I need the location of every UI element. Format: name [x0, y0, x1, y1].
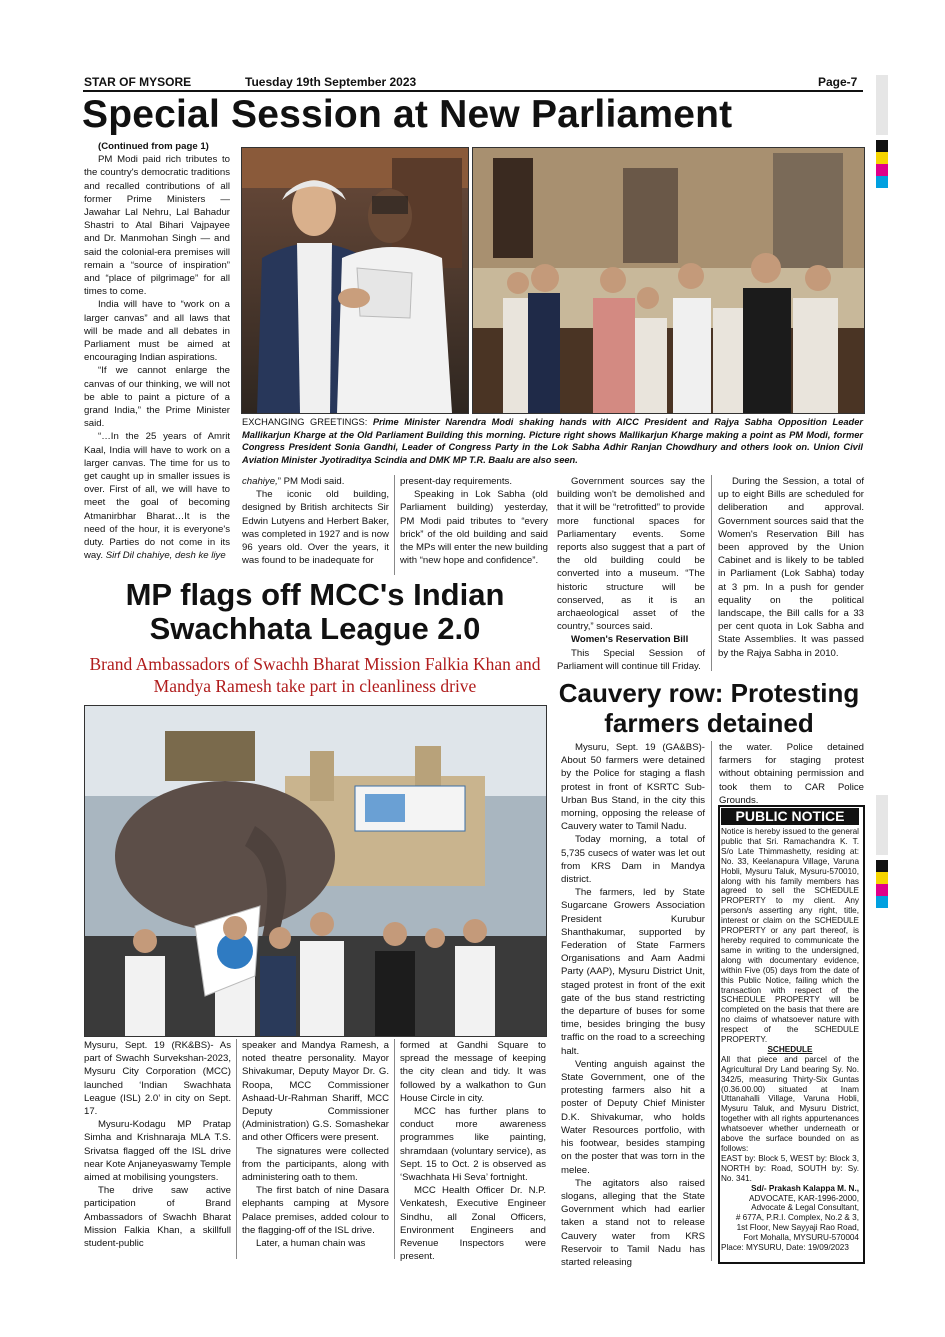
story2-para: Mysuru, Sept. 19 (RK&BS)- As part of Swachh Survekshan-2023, Mysuru City Corporation (MCC) launched ‘Indian Swachhata League (ISL) 2.0’ in city on Sept. 17. — [84, 1040, 231, 1118]
page-number: Page-7 — [818, 75, 858, 89]
caption-lead: EXCHANGING GREETINGS: — [242, 417, 368, 427]
story3-para: Venting anguish against the State Government, one of the protesting farmers also hit a poster of Deputy Chief Minister D.K. Shivakumar, who holds Water Resources portfolio, with his footwear, besides stamping on the poster that was torn in the melee. — [561, 1058, 705, 1176]
story3-para: Mysuru, Sept. 19 (GA&BS)- About 50 farmers were detained by the Police for staging a flash protest in front of KSRTC Sub-Urban Bus Stand, in the city this morning, opposing the release of Cauvery water to Tamil Nadu. — [561, 742, 705, 833]
registration-gray — [876, 75, 888, 135]
photo-elephant — [84, 705, 547, 1037]
story2-para: The signatures were collected from the participants, along with administering oath to them. — [242, 1145, 389, 1184]
story2-col2 — [242, 1039, 389, 1250]
story1-para: During the Session, a total of up to eight Bills are scheduled for deliberation and approval. Government sources said that the Women's Reservation Bill has been approved by the Union Cabinet and is likely to be tabled in Parliament (Lok Sabha) today at 3 pm. In a push for gender equality on the political landscape, the Bill calls for a 33 per cent quota in Lok Sabha and State Assemblies. It was passed by the Rajya Sabha in 2010. — [718, 476, 864, 659]
story1-para: “…In the 25 years of Amrit Kaal, India will have to work on a larger canvas. The time for us to get caught up in smaller issues is over. First of all, we will have to meet the goal of becoming Atmanirbhar Bharat…It is the need of the hour, it is everyone's duty. Parties do not come in its way. Sirf Dil chahiye, desh ke liye — [84, 431, 230, 562]
registration-cyan — [876, 896, 888, 908]
story1-col2: chahiye,” PM Modi said. The iconic old building, designed by British architects Sir Edwin Lutyens and Herbert Baker, was completed in 1927 and is now 96 years old. Over the years, it was found to be inadequate for — [242, 476, 389, 567]
continued-note: (Continued from page 1) — [98, 141, 209, 152]
advocate-line: Fort Mohalla, MYSURU-570004 — [743, 1233, 859, 1243]
italic-word: chahiye, — [242, 476, 278, 487]
story1-col5 — [718, 475, 864, 660]
registration-black — [876, 860, 888, 872]
public-notice-title: PUBLIC NOTICE — [721, 808, 859, 825]
subhead-womens-bill: Women's Reservation Bill — [571, 634, 689, 646]
story2-para: speaker and Mandya Ramesh, a noted theatre personality. Mayor Shivakumar, Deputy Mayor Dr. G. Roopa, MCC Commissioner Ashaad-Ur-Rahman Shariff, MCC Deputy Commissioner (Administration) G.S. Somashekar and other Officers were present. — [242, 1040, 389, 1144]
story1-col3 — [400, 475, 548, 567]
main-headline: Special Session at New Parliament — [82, 93, 733, 136]
story1-para: Government sources say the building won't be demolished and that it will be “retrofitted” to provide more functional spaces for Parliamentary events. Some reports also suggest that a part of the old building could be converted into a museum. “The historic structure will be conserved, as it is an archaeological asset of the country,” sources said. — [557, 476, 705, 633]
advocate-line: Advocate & Legal Consultant, — [751, 1203, 859, 1213]
notice-footer: Place: MYSURU, Date: 19/09/2023 — [721, 1243, 849, 1253]
story1-col1 — [84, 140, 230, 563]
column-divider — [394, 475, 395, 575]
schedule-bounds: EAST by: Block 5, WEST by: Block 3, NORTH by: Road, SOUTH by: Sy. No. 341. — [721, 1153, 859, 1183]
issue-date: Tuesday 19th September 2023 — [245, 75, 417, 89]
story2-para: The drive saw active participation of Brand Ambassadors of Swachh Bharat Mission Falkia Khan, a skillfull student-public — [84, 1185, 231, 1250]
registration-cyan — [876, 176, 888, 188]
story1-para: This Special Session of Parliament will continue till Friday. — [557, 647, 705, 672]
story3-para: The farmers, led by State Sugarcane Growers Association President Kurubur Shanthakumar, supported by Federation of State Farmers Organisations and Aam Aadmi Party (AAP), Mysuru District Unit, staged protest in front of the exit gate of the bus stand restricting the departure of buses for some time, besides bringing the busy traffic on the road to a screeching halt. — [561, 887, 705, 1057]
column-divider — [236, 1039, 237, 1259]
story1-para: PM Modi paid rich tributes to the country's democratic traditions and recalled contributions of all former Prime Ministers — Jawahar Lal Nehru, Lal Bahadur Shastri to Atal Bihari Vajpayee and Dr. Manmohan Singh — and said the colonial-era premises will remain a “source of inspiration” and “place of pilgrimage” for all times to come. — [84, 154, 230, 298]
advocate-line: # 677A, P.R.I. Complex, No.2 & 3, — [735, 1213, 859, 1223]
story3-para: The agitators also raised slogans, alleging that the State Government which had earlier taken a stand not to release Cauvery water from KRS Reservoir to Tamil Nadu has started releasing — [561, 1177, 705, 1268]
story3-para: Today morning, a total of 5,735 cusecs of water was let out from KRS Dam in Mandya district. — [561, 834, 705, 886]
registration-magenta — [876, 164, 888, 176]
registration-yellow — [876, 872, 888, 884]
schedule-text: All that piece and parcel of the Agricultural Dry Land bearing Sy. No. 342/5, measuring Thirty-Six Guntas (0.36.00.00) situated at Inam Uttanahalli Village, Varuna Hobli, Mysuru Taluk, and Mysuru District, together with all rights appurtenances whatsoever whether underneath or above the surface bounded on as follows: — [721, 1054, 859, 1153]
schedule-title: SCHEDULE — [767, 1044, 813, 1054]
caption-text: Prime Minister Narendra Modi shaking hands with AICC President and Rajya Sabha Opposition Leader Mallikarjun Kharge at the Old Parliament Building this morning. Picture right shows Mallikarjun Kharge making a point as PM Modi, former Congress President Sonia Gandhi, Leader of Congress Party in the Lok Sabha Adhir Ranjan Chowdhury and others look on. Union Civil Aviation Minister Jyotiraditya Scindia and DMK MP T.R. Baalu are also seen. — [242, 417, 863, 465]
advocate-line: 1st Floor, New Sayyaji Rao Road, — [736, 1223, 859, 1233]
advocate-name: Sd/- Prakash Kalappa M. N., — [751, 1183, 859, 1193]
story2-para: formed at Gandhi Square to spread the message of keeping the city clean and tidy. It was followed by a walkathon to Gun House Circle in city. — [400, 1040, 546, 1104]
story3-col2 — [719, 741, 864, 807]
story2-para: Mysuru-Kodagu MP Pratap Simha and Krishnaraja MLA T.S. Srivatsa flagged off the ISL drive near Kote Anjaneyaswamy Temple aimed at mobilising youngsters. — [84, 1119, 232, 1184]
photo-caption — [242, 416, 863, 466]
registration-gray — [876, 795, 888, 855]
column-divider — [394, 1039, 395, 1259]
story1-para: Speaking in Lok Sabha (old Parliament building) yesterday, PM Modi paid tributes to “every brick” of the old building and said the MPs will enter the new building with “new hope and confidence”. — [400, 489, 548, 567]
paper-name: STAR OF MYSORE — [84, 75, 192, 89]
story3-headline: Cauvery row: Protesting farmers detained — [558, 678, 860, 738]
advocate-line: ADVOCATE, KAR-1996-2000, — [749, 1193, 859, 1203]
story1-col4 — [557, 475, 705, 673]
story1-para: India will have to “work on a larger canvas” and all laws that will be made and all debates in Parliament must be aimed at encouraging Indian aspirations. — [84, 299, 230, 364]
registration-yellow — [876, 152, 888, 164]
story3-para: the water. Police detained farmers for staging protest without obtaining permission and took them to CAR Police Grounds. — [719, 742, 864, 806]
photo-parliament — [472, 147, 865, 414]
story2-para: The first batch of nine Dasara elephants camping at Mysore Palace premises, added colour to the flagging-off of the ISL drive. — [242, 1185, 389, 1236]
story2-subhead: Brand Ambassadors of Swachh Bharat Mission Falkia Khan and Mandya Ramesh take part in cleanliness drive — [89, 654, 541, 696]
story1-para: “If we cannot enlarge the canvas of our thinking, we will not be able to paint a picture of a grand India,” the Prime Minister said. — [84, 365, 230, 430]
italic-phrase: Sirf Dil chahiye, desh ke liye — [105, 550, 226, 562]
story1-para: present-day requirements. — [400, 476, 512, 487]
story2-col1 — [84, 1039, 231, 1250]
story2-col3 — [400, 1039, 546, 1263]
notice-text: Notice is hereby issued to the general public that Sri. Ramachandra K. T. S/o Late Thimmashetty, residing at: No. 33, Keelanapura Village, Varuna Hobli, Mysuru Taluk, Mysuru-570010, along with his family members has agreed to sell the SCHEDULE PROPERTY to my client. Any person/s asserting any right, title, interest or claim on the SCHEDULE PROPERTY or any part thereof, is hereby required to communicate the same in writing to the undersigned, along with documentary evidence, within Five (05) days from the date of this Public Notice, failing which the transaction with respect of the SCHEDULE PROPERTY will be completed on the basis that there are no claims of whatsoever nature with respect of the SCHEDULE PROPERTY. — [721, 827, 859, 1045]
column-divider — [711, 475, 712, 671]
registration-black — [876, 140, 888, 152]
story2-headline: MP flags off MCC's Indian Swachhata League 2.0 — [125, 577, 505, 646]
story3-col1 — [561, 741, 705, 1269]
photo-handshake — [241, 147, 469, 414]
story1-para: The iconic old building, designed by British architects Sir Edwin Lutyens and Herbert Baker, was completed in 1927 and is now 96 years old. Over the years, it was found to be inadequate for — [242, 489, 389, 567]
column-divider — [711, 741, 712, 1261]
story2-para: Later, a human chain was — [256, 1238, 366, 1250]
story2-para: MCC Health Officer Dr. N.P. Venkatesh, Executive Engineer Sindhu, all Zonal Officers, Environment Engineers and Revenue Inspectors were present. — [400, 1185, 546, 1263]
story2-para: MCC has further plans to conduct more awareness programmes like painting, shramdaan (voluntary service), as Sept. 15 to Oct. 2 is observed as ‘Swachhata Hi Seva’ fortnight. — [400, 1106, 546, 1184]
registration-magenta — [876, 884, 888, 896]
public-notice-body — [721, 827, 859, 1253]
